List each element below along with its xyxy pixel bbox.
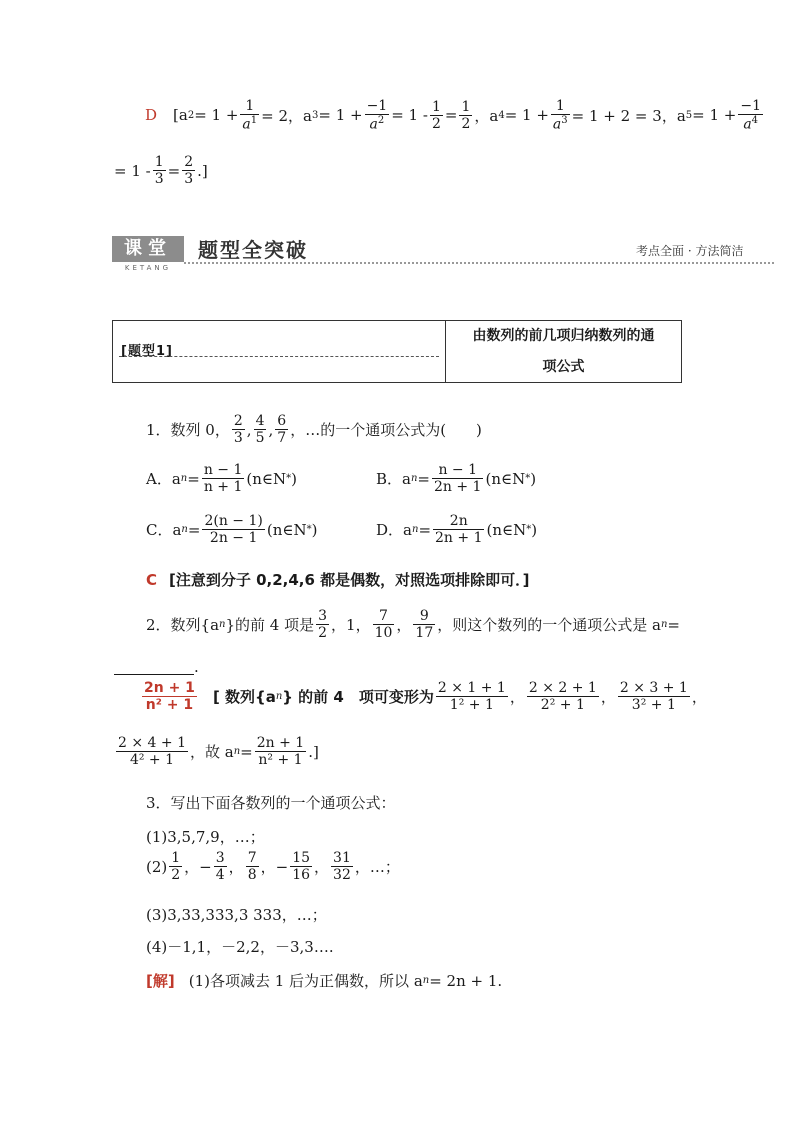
fraction: $\frac{2}{3}$ [184, 154, 194, 188]
fraction: $\frac{4}{5}$ [255, 413, 265, 447]
text: 1．数列 0， [146, 421, 230, 440]
text: ，a [474, 106, 499, 125]
section-title: 题型全突破 [198, 238, 308, 262]
q3-item3: (3)3,33,333,3 333，…； [146, 906, 327, 924]
q1-answer-letter: C [146, 570, 158, 589]
q1-option-a: A．a n = $\frac{n - 1}{n + 1}$ (n∈N * ) [146, 462, 297, 496]
q3-stem: 3．写出下面各数列的一个通项公式： [146, 794, 396, 812]
fraction: $\frac{-1}{a^2}$ [366, 98, 388, 133]
q2-answer-line1: $\frac{2n + 1}{\text{n² + 1}}$ [ 数列{a n } 的前 4 项可变形为 $\frac{2 \times 1 + 1}{\text{1² + 1}}$ ， $\frac{2 \times 2 + 1}{\text{2² + 1}}$ ， $\frac{2 \times 3 + 1}{\text{3² + 1}}$ ， [144, 680, 707, 714]
type-dash-line [119, 356, 439, 357]
q2-answer-line2: $\frac{2 \times 4 + 1}{\text{4² + 1}}$ ，故 a n = $\frac{2n + 1}{\text{n² + 1}}$ .] [118, 735, 319, 769]
q1-answer [146, 569, 530, 590]
fraction: $\frac{1}{a^3}$ [552, 98, 568, 133]
text: = [167, 161, 181, 180]
q3-item4: (4)－1,1，－2,2，－3,3…. [146, 938, 334, 956]
text: 4 [498, 109, 505, 121]
text: = 1 - [391, 106, 428, 125]
q1-option-b: B．a n = $\frac{n - 1}{2n + 1}$ (n∈N * ) [376, 462, 537, 496]
q3-item1: (1)3,5,7,9，…； [146, 828, 265, 846]
type-label: [题型1] [121, 344, 173, 359]
type-title [446, 321, 681, 383]
q1-option-c: C．a n = $\frac{2(n - 1)}{2n - 1}$ (n∈N * ) [146, 513, 318, 547]
type-box [112, 320, 682, 383]
q1-stem [146, 413, 482, 446]
text: .] [197, 161, 208, 180]
q3-item2: (2) $\frac{1}{2}$ ，− $\frac{3}{4}$ ， $\frac{7}{8}$ ，− $\frac{15}{16}$ ， $\frac{31}{32}$ ，…； [146, 850, 400, 884]
answer-blank [114, 660, 194, 675]
fraction: $\frac{-1}{a^4}$ [740, 98, 761, 133]
q1-answer-text: [注意到分子 0,2,4,6 都是偶数，对照选项排除即可．] [169, 571, 530, 589]
fraction: $\frac{1}{2}$ [431, 98, 441, 132]
text: 5 [685, 109, 693, 121]
ketang-badge: 课堂 [112, 236, 184, 262]
fraction: $\frac{2}{3}$ [233, 413, 243, 447]
type-title-line2: 项公式 [542, 359, 585, 375]
prev-answer-line1 [145, 98, 765, 133]
text: ，…的一个通项公式为( ) [290, 421, 482, 440]
text: 3 [311, 109, 319, 121]
type-title-line1: 由数列的前几项归纳数列的通 [472, 328, 655, 344]
fraction: $\frac{1}{a^1}$ [242, 98, 258, 133]
fraction: $\frac{6}{7}$ [277, 413, 287, 447]
banner-divider [184, 262, 774, 264]
text: = 1 + [692, 106, 737, 125]
text: 2 [187, 109, 195, 121]
q1-option-d: D．a n = $\frac{2n}{2n + 1}$ (n∈N * ) [376, 513, 538, 547]
text: = 1 + 2 = 3，a [571, 106, 686, 125]
ketang-pinyin: KETANG [124, 264, 172, 272]
fraction: $\frac{1}{3}$ [154, 154, 164, 188]
q2-blank: . [114, 658, 199, 676]
q2-stem: 2．数列{a n }的前 4 项是 $\frac{3}{2}$ ，1， $\frac{7}{10}$ ， $\frac{9}{17}$ ，则这个数列的一个通项公式是 a n = [146, 608, 680, 642]
q3-solution: [解] (1)各项减去 1 后为正偶数，所以 a n = 2n + 1. [146, 971, 503, 990]
text: = 2，a [261, 106, 312, 125]
q2-answer-fraction: $\frac{2n + 1}{\text{n² + 1}}$ [144, 680, 195, 714]
text: = 1 + [194, 106, 239, 125]
text: = [444, 106, 458, 125]
solution-tag: [解] [146, 972, 175, 990]
text: = 1 + [504, 106, 549, 125]
fraction: $\frac{1}{2}$ [461, 98, 471, 132]
text: = 1 + [318, 106, 363, 125]
text: , [268, 420, 274, 439]
prev-answer-letter: D [145, 106, 158, 125]
prev-answer-line2 [114, 154, 208, 187]
text: [a [173, 106, 188, 125]
text: = 1 - [114, 161, 151, 180]
section-subtitle: 考点全面 · 方法简洁 [636, 244, 744, 258]
text: , [246, 420, 252, 439]
